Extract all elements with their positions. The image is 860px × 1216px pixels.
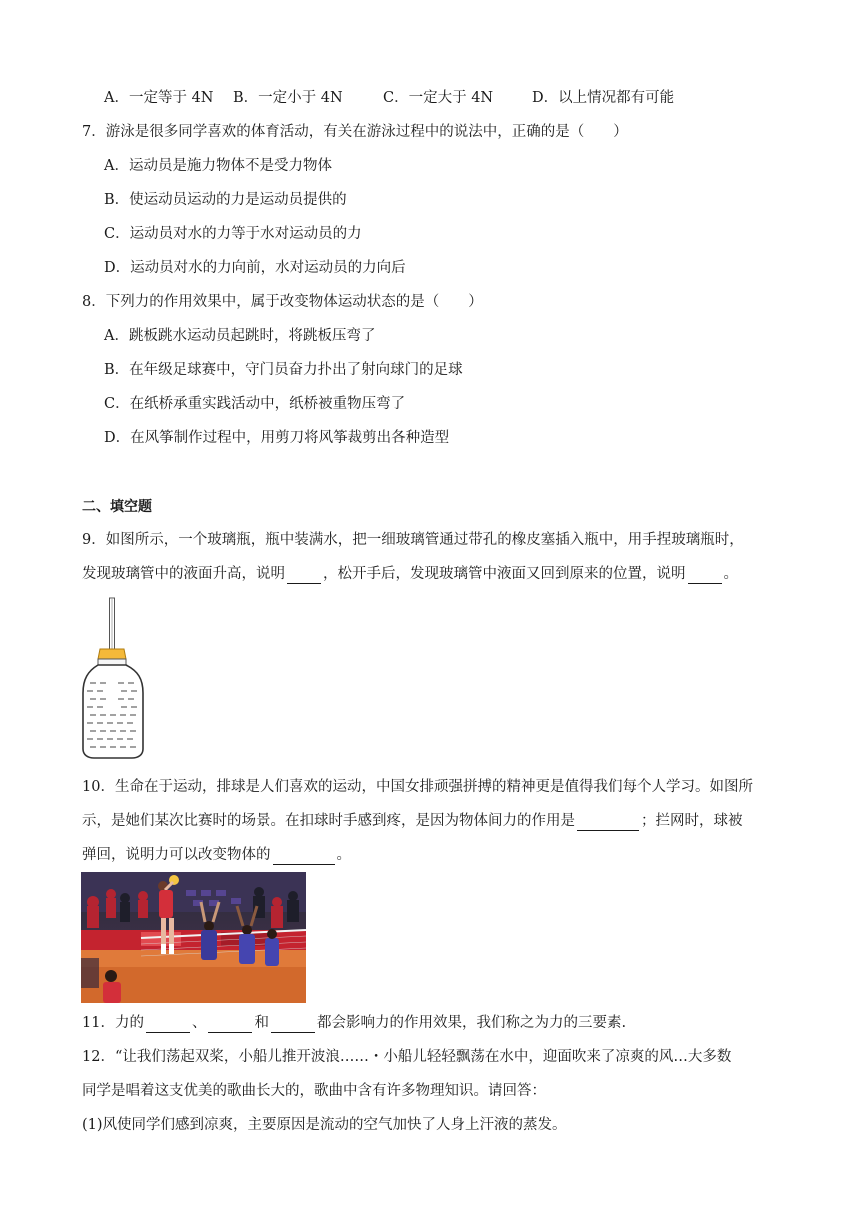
rubber-stopper [98,649,126,659]
q8-option-c: C．在纸桥承重实践活动中，纸桥被重物压弯了 [104,396,406,412]
q8-stem: 8．下列力的作用效果中，属于改变物体运动状态的是（ ） [82,294,483,310]
q7-option-a: A．运动员是施力物体不是受力物体 [104,158,332,174]
q10-text-c: 弹回，说明力可以改变物体的 [82,847,271,863]
q8-option-d: D．在风筝制作过程中，用剪刀将风筝裁剪出各种造型 [104,430,450,446]
q6-option-b: B．一定小于 4N [233,90,343,106]
answer-blank[interactable] [146,1016,190,1033]
q10-line2 [82,811,743,831]
q6-option-c: C．一定大于 4N [383,90,494,106]
answer-blank[interactable] [577,814,639,831]
q9-text-c: 。 [723,566,738,582]
q10-text-d: 。 [336,847,351,863]
q8-option-b: B．在年级足球赛中，守门员奋力扑出了射向球门的足球 [104,362,463,378]
glass-bottle-figure [80,597,146,759]
q7-option-b: B．使运动员运动的力是运动员提供的 [104,192,347,208]
answer-blank[interactable] [208,1016,252,1033]
q12-line2: 同学是唱着这支优美的歌曲长大的，歌曲中含有许多物理知识。请回答： [82,1083,546,1099]
q7-option-d: D．运动员对水的力向前，水对运动员的力向后 [104,260,406,276]
q11-text-c: 和 [254,1015,269,1031]
q9-text-a: 发现玻璃管中的液面升高，说明 [82,566,285,582]
answer-blank[interactable] [287,567,321,584]
q7-stem: 7．游泳是很多同学喜欢的体育活动，有关在游泳过程中的说法中，正确的是（ ） [82,124,628,140]
q9-text-b: ，松开手后，发现玻璃管中液面又回到原来的位置，说明 [323,566,686,582]
volleyball-photo [81,872,306,1003]
answer-blank[interactable] [688,567,722,584]
q7-option-c: C．运动员对水的力等于水对运动员的力 [104,226,362,242]
q10-line3 [82,845,351,865]
q10-text-b: ；拦网时，球被 [641,813,743,829]
q10-text-a: 示，是她们某次比赛时的场景。在扣球时手感到疼，是因为物体间力的作用是 [82,813,575,829]
q12-line1: 12．“让我们荡起双桨，小船儿推开波浪……・小船儿轻轻飘荡在水中，迎面吹来了凉爽的风…大多数 [82,1049,732,1065]
q11-text-d: 都会影响力的作用效果，我们称之为力的三要素. [316,1015,627,1031]
answer-blank[interactable] [273,848,335,865]
section-heading: 二、填空题 [82,499,152,515]
bottle-body [83,665,143,758]
q6-option-d: D．以上情况都有可能 [532,90,675,106]
answer-blank[interactable] [271,1016,315,1033]
q8-option-a: A．跳板跳水运动员起跳时，将跳板压弯了 [104,328,376,344]
q6-option-a: A．一定等于 4N [104,90,214,106]
q9-line1: 9．如图所示，一个玻璃瓶，瓶中装满水，把一细玻璃管通过带孔的橡皮塞插入瓶中，用手捏玻璃瓶时， [82,532,744,548]
q12-line3: (1)风使同学们感到凉爽，主要原因是流动的空气加快了人身上汗液的蒸发。 [82,1117,567,1133]
q10-line1: 10．生命在于运动，排球是人们喜欢的运动，中国女排顽强拼搏的精神更是值得我们每个人学习。如图所 [82,779,753,795]
q6-options-row [0,88,860,108]
q11-text-a: 11．力的 [82,1015,144,1031]
q11-text-b: 、 [191,1015,207,1031]
q11-line [82,1013,626,1033]
q9-line2 [82,564,738,584]
